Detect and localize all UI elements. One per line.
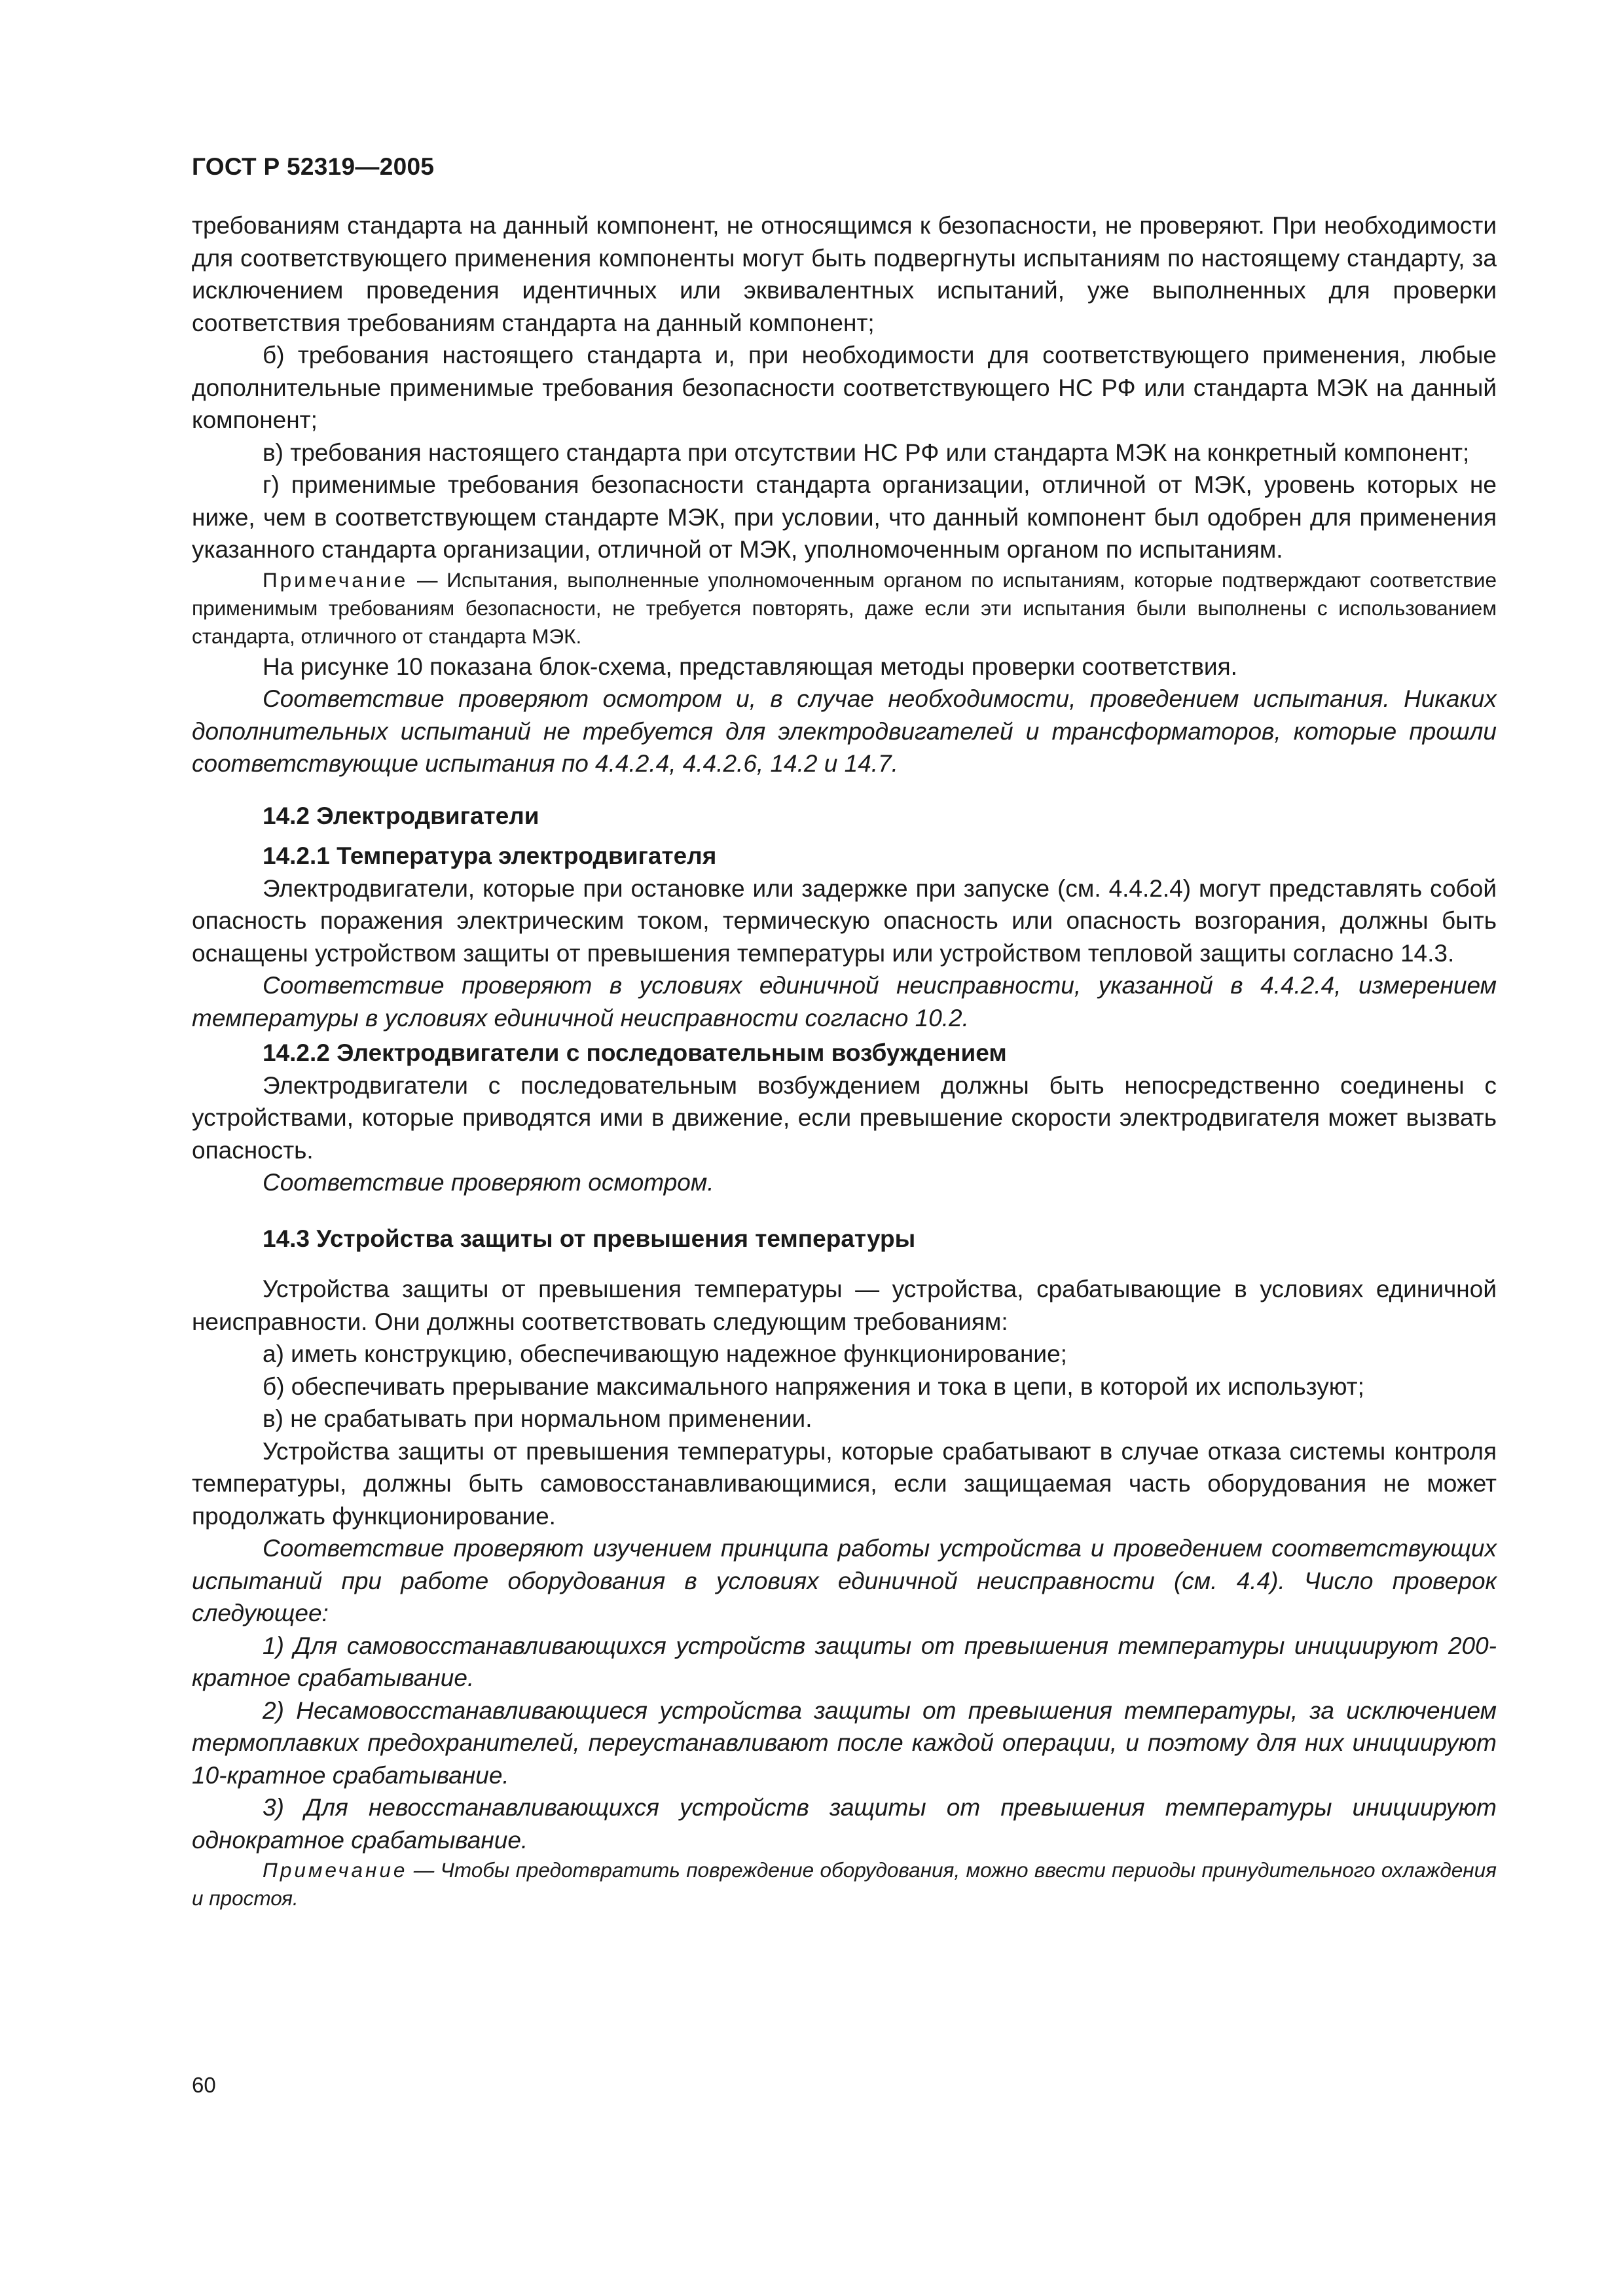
numbered-item-3: 3) Для невосстанавливающихся устройств защиты от превышения температуры инициируют однократное срабатывание. bbox=[192, 1794, 1497, 1854]
list-item-b: б) требования настоящего стандарта и, при необходимости для соответствующего применения, любые дополнительные применимые требования безопасности соответствующего НС РФ или стандарта МЭК на данный компонент; bbox=[192, 342, 1497, 433]
note-1 bbox=[192, 566, 1497, 651]
note-text: — Испытания, выполненные уполномоченным органом по испытаниям, которые подтверждают соответствие применимым требованиям безопасности, не требуется повторять, даже если эти испытания были выполнены с использованием стандарта, отличного от стандарта МЭК. bbox=[192, 567, 1497, 648]
document-body bbox=[192, 209, 1497, 1912]
note-text: — Чтобы предотвратить повреждение оборудования, можно ввести периоды принудительного охлаждения и простоя. bbox=[192, 1858, 1497, 1910]
note-label: Примечание bbox=[263, 567, 409, 592]
list-item-v: в) не срабатывать при нормальном применении. bbox=[263, 1405, 812, 1432]
section-heading-14-2-1: 14.2.1 Температура электродвигателя bbox=[263, 842, 717, 869]
list-item-v: в) требования настоящего стандарта при отсутствии НС РФ или стандарта МЭК на конкретный компонент; bbox=[263, 439, 1470, 466]
paragraph: требованиям стандарта на данный компонент, не относящимся к безопасности, не проверяют. При необходимости для соответствующего применения компоненты могут быть подвергнуты испытаниям по настоящему стандарту, за исключением проведения идентичных или эквивалентных испытаний, уже выполненных для проверки соответствия требованиям стандарта на данный компонент; bbox=[192, 212, 1497, 336]
section-heading-14-3: 14.3 Устройства защиты от превышения температуры bbox=[263, 1225, 916, 1252]
paragraph: Электродвигатели, которые при остановке или задержке при запуске (см. 4.4.2.4) могут представлять собой опасность поражения электрическим током, термическую опасность или опасность возгорания, должны быть оснащены устройством защиты от превышения температуры или устройством тепловой защиты согласно 14.3. bbox=[192, 874, 1497, 967]
page-number: 60 bbox=[192, 2073, 216, 2097]
numbered-item-2: 2) Несамовосстанавливающиеся устройства защиты от превышения температуры, за исключением термоплавких предохранителей, переустанавливают после каждой операции, и поэтому для них инициируют 10-кратное срабатывание. bbox=[192, 1696, 1497, 1789]
list-item-b: б) обеспечивать прерывание максимального напряжения и тока в цепи, в которой их используют; bbox=[263, 1372, 1364, 1400]
paragraph: Электродвигатели с последовательным возбуждением должны быть непосредственно соединены с устройствами, которые приводятся ими в движение, если превышение скорости электродвигателя может вызвать опасность. bbox=[192, 1071, 1497, 1164]
compliance-paragraph: Соответствие проверяют осмотром и, в случае необходимости, проведением испытания. Никаких дополнительных испытаний не требуется для электродвигателей и трансформаторов, которые прошли соответствующие испытания по 4.4.2.4, 4.4.2.6, 14.2 и 14.7. bbox=[192, 685, 1497, 777]
paragraph: Устройства защиты от превышения температуры, которые срабатывают в случае отказа системы контроля температуры, должны быть самовосстанавливающимися, если защищаемая часть оборудования не может продолжать функционирование. bbox=[192, 1437, 1497, 1530]
paragraph: На рисунке 10 показана блок-схема, представляющая методы проверки соответствия. bbox=[263, 653, 1237, 680]
compliance-paragraph: Соответствие проверяют изучением принципа работы устройства и проведением соответствующих испытаний при работе оборудования в условиях единичной неисправности (см. 4.4). Число проверок следующее: bbox=[192, 1535, 1497, 1626]
note-label: Примечание bbox=[263, 1858, 408, 1882]
list-item-a: а) иметь конструкцию, обеспечивающую надежное функционирование; bbox=[263, 1340, 1067, 1367]
section-heading-14-2: 14.2 Электродвигатели bbox=[263, 802, 539, 829]
compliance-paragraph: Соответствие проверяют осмотром. bbox=[263, 1169, 714, 1196]
paragraph: Устройства защиты от превышения температуры — устройства, срабатывающие в условиях единичной неисправности. Они должны соответствовать следующим требованиям: bbox=[192, 1276, 1497, 1335]
numbered-item-1: 1) Для самовосстанавливающихся устройств защиты от превышения температуры инициируют 200-кратное срабатывание. bbox=[192, 1632, 1497, 1691]
document-header: ГОСТ Р 52319—2005 bbox=[192, 153, 435, 180]
compliance-paragraph: Соответствие проверяют в условиях единичной неисправности, указанной в 4.4.2.4, измерением температуры в условиях единичной неисправности согласно 10.2. bbox=[192, 972, 1497, 1031]
note-2 bbox=[192, 1856, 1497, 1912]
list-item-g: г) применимые требования безопасности стандарта организации, отличной от МЭК, уровень которых не ниже, чем в соответствующем стандарте МЭК, при условии, что данный компонент был одобрен для применения указанного стандарта организации, отличной от МЭК, уполномоченным органом по испытаниям. bbox=[192, 471, 1497, 563]
section-heading-14-2-2: 14.2.2 Электродвигатели с последовательным возбуждением bbox=[263, 1039, 1007, 1066]
